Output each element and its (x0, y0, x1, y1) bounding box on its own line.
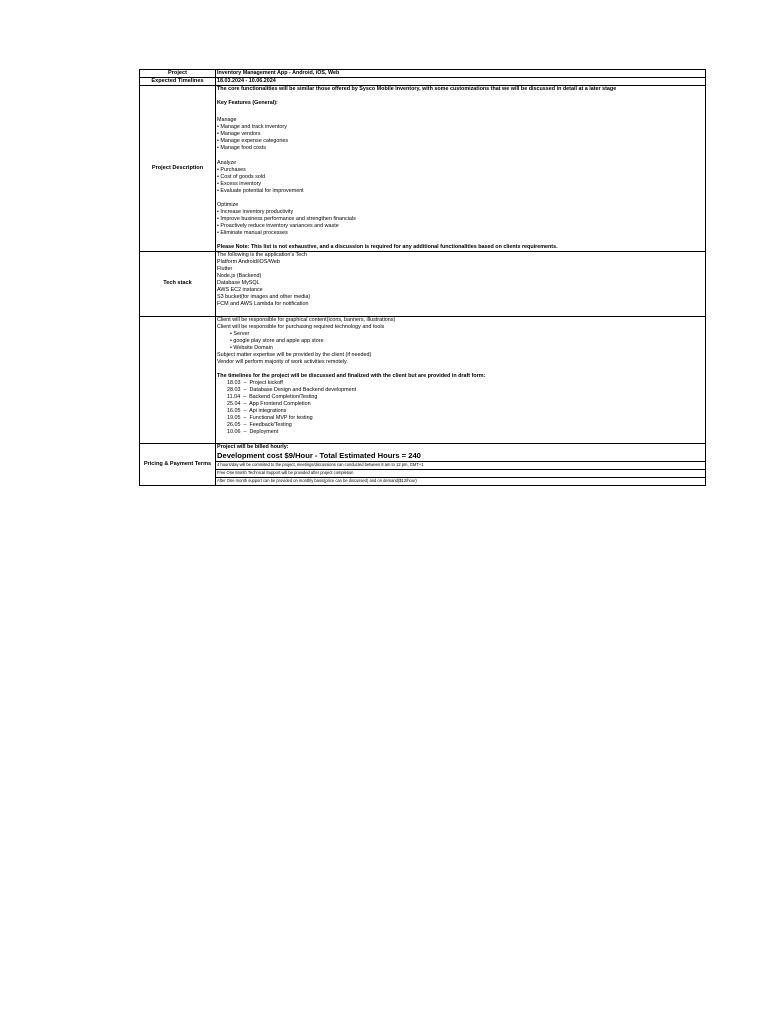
list-item: Client will be responsible for graphical content(icons, banners, illustrations) (217, 316, 396, 323)
description-note: Please Note: This list is not exhaustive, and a discussion is required for any additional functionalities based on clients requirements. (217, 244, 558, 251)
list-item: AWS EC2 instance (217, 287, 263, 294)
pricing-cell (216, 444, 706, 485)
after-support-note: After One month support can be provided on monthly basis(price can be discussed) and on demand($12/hour) (217, 477, 417, 483)
pricing-label: Pricing & Payment Terms (140, 444, 216, 485)
timelines-value: 18.03.2024 - 10.06.2024 (216, 78, 706, 86)
project-row (140, 70, 706, 78)
terms-label (140, 316, 216, 444)
description-row (140, 86, 706, 252)
project-value: Inventory Management App - Android, iOS, Web (216, 70, 706, 78)
pricing-headline: Development cost $9/Hour - Total Estimated Hours = 240 (217, 451, 421, 461)
manage-heading: Manage (217, 117, 237, 124)
list-item: • Excess inventory (217, 180, 262, 187)
list-item: Platform Android/iOS/Web (217, 259, 280, 266)
list-item: S3 bucket(for images and other media) (217, 294, 311, 301)
timeline-heading: The timelines for the project will be discussed and finalized with the client but are provided in draft form: (217, 372, 486, 379)
project-label: Project (140, 70, 216, 78)
list-item: Subject matter expertise will be provided by the client (if needed) (217, 351, 372, 358)
list-item: The following is the application's Tech (217, 252, 307, 259)
milestone: 19.05 – Functional MVP for testing (227, 415, 313, 422)
terms-row (140, 316, 706, 444)
list-item: • google play store and apple app store (230, 337, 324, 344)
optimize-heading: Optimize (217, 201, 239, 208)
list-item: • Manage vendors (217, 131, 261, 138)
key-features-heading: Key Features (General): (217, 100, 278, 107)
milestone: 18.03 – Project kickoff (227, 379, 283, 386)
milestone: 28.03 – Database Design and Backend development (227, 387, 357, 394)
tech-stack-label: Tech stack (140, 252, 216, 316)
list-item: • Increase inventory productivity (217, 208, 294, 215)
milestone: 25.04 – App Frontend Completion (227, 401, 311, 408)
description-label: Project Description (140, 86, 216, 252)
list-item: • Manage expense categories (217, 138, 289, 145)
list-item: • Purchases (217, 166, 246, 173)
list-item: Vendor will perform majority of work activities remotely. (217, 358, 348, 365)
tech-stack-cell (216, 252, 706, 316)
list-item: • Evaluate potential for improvement (217, 187, 304, 194)
billing-text: Project will be billed hourly: (217, 444, 289, 451)
list-item: Database MySQL (217, 280, 260, 287)
list-item: • Manage food costs (217, 145, 266, 152)
milestone: 10.06 – Deployment (227, 429, 279, 436)
list-item: Client will be responsible for purchasing required technology and tools (217, 323, 385, 330)
list-item: Node.js (Backend) (217, 273, 262, 280)
milestone: 11.04 – Backend Completion/Testing (227, 394, 318, 401)
analyze-heading: Analyze (217, 159, 237, 166)
list-item: FCM and AWS Lambda for notification (217, 301, 309, 308)
project-proposal-table (139, 69, 706, 486)
description-intro: The core functionalities will be similar those offered by Sysco Mobile Inventory, with some customizations that we will be discussed in detail at a later stage (217, 86, 617, 93)
list-item: Flutter (217, 266, 233, 273)
list-item: • Manage and track inventory (217, 124, 287, 131)
list-item: • Cost of goods sold (217, 173, 266, 180)
description-cell (216, 86, 706, 252)
list-item: • Improve business performance and strengthen financials (217, 215, 356, 222)
pricing-row (140, 444, 706, 485)
terms-cell (216, 316, 706, 444)
list-item: • Website Domain (230, 344, 273, 351)
support-note: Free One Month Technical Support will be provided after project completion (217, 469, 354, 475)
milestone: 16.05 – Api integrations (227, 408, 287, 415)
list-item: • Proactively reduce inventory variances and waste (217, 222, 339, 229)
timelines-row (140, 78, 706, 86)
milestone: 26.05 – Feedback/Testing (227, 422, 292, 429)
list-item: • Eliminate manual processes (217, 229, 288, 236)
list-item: • Server (230, 330, 250, 337)
timelines-label: Expected Timelines (140, 78, 216, 86)
tech-stack-row (140, 252, 706, 316)
hours-note: 4 hours/day will be commited to the project, meetings/discussions can conducted between 8 am to 12 pm, GMT+1 (217, 461, 424, 467)
